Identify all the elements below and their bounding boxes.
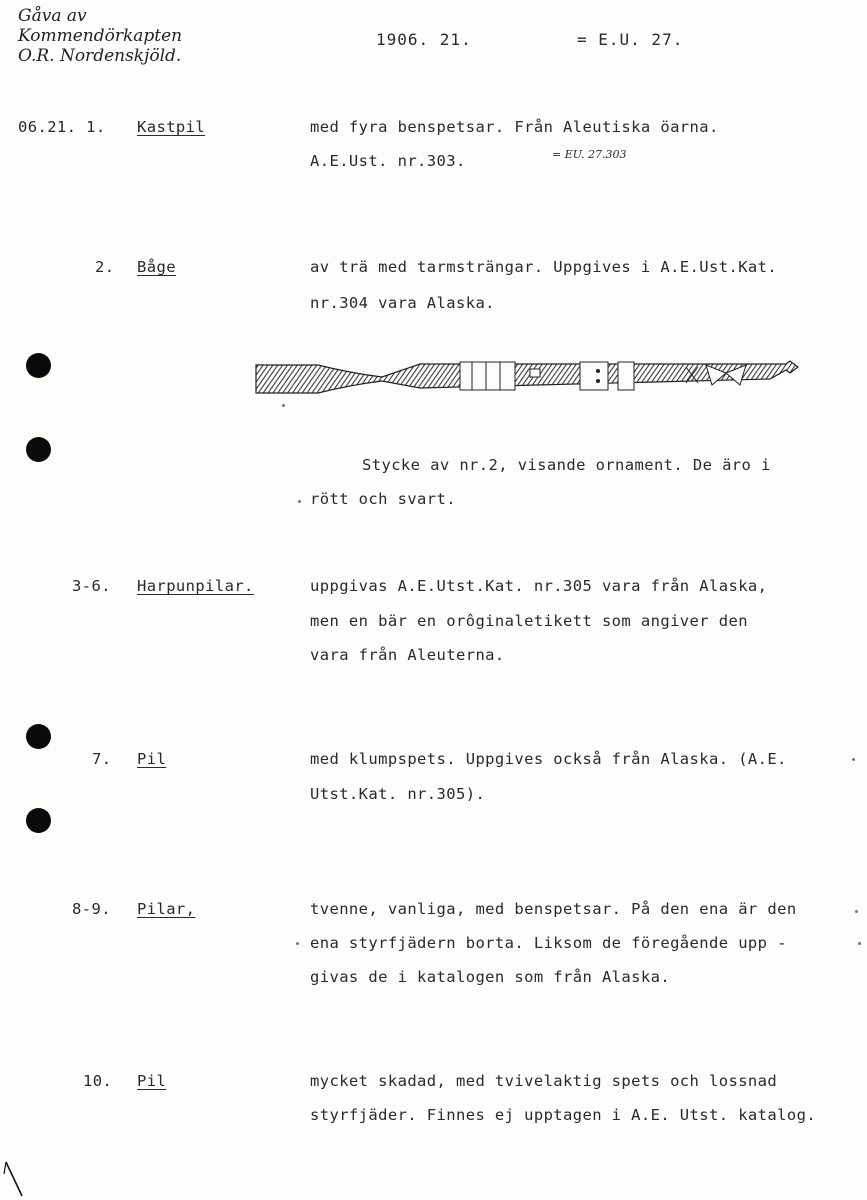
scan-speck [852, 758, 855, 761]
entry-text-line: vara från Aleuterna. [310, 646, 505, 664]
handwritten-line: O.R. Nordenskjöld. [18, 46, 182, 66]
entry-title: Pil [137, 750, 167, 768]
scan-speck [298, 500, 301, 503]
entry-title: Pil [137, 1072, 167, 1090]
scan-speck [282, 404, 285, 407]
entry-number: 2. [95, 258, 115, 276]
handwritten-line: Gåva av [18, 6, 87, 26]
entry-text-line: nr.304 vara Alaska. [310, 294, 495, 312]
bow-fragment-sketch [250, 355, 802, 405]
entry-text-line: givas de i katalogen som från Alaska. [310, 968, 671, 986]
entry-text-line: med fyra benspetsar. Från Aleutiska öarna. [310, 118, 719, 136]
scan-speck [858, 942, 861, 945]
entry-text-line: Stycke av nr.2, visande ornament. De äro i [362, 456, 771, 474]
entry-text-line: uppgivas A.E.Utst.Kat. nr.305 vara från Alaska, [310, 577, 768, 595]
handwritten-donor-note [18, 6, 182, 66]
scan-speck [855, 910, 858, 913]
entry-title: Båge [137, 258, 176, 276]
entry-title: Kastpil [137, 118, 206, 136]
entry-text-line: A.E.Ust. nr.303. [310, 152, 466, 170]
binder-hole [26, 724, 51, 749]
handwritten-margin-note: = EU. 27.303 [552, 148, 627, 161]
entry-title: Pilar, [137, 900, 196, 918]
entry-text-line: styrfjäder. Finnes ej upptagen i A.E. Utst. katalog. [310, 1106, 817, 1124]
entry-number: 10. [83, 1072, 113, 1090]
binder-hole [26, 353, 51, 378]
entry-text-line: tvenne, vanliga, med benspetsar. På den ena är den [310, 900, 797, 918]
entry-text-line: ena styrfjädern borta. Liksom de föregående upp - [310, 934, 787, 952]
catalog-reference: = E.U. 27. [577, 30, 684, 49]
handwritten-line: Kommendörkapten [18, 26, 183, 46]
entry-number: 3-6. [72, 577, 111, 595]
entry-number: 06.21. 1. [18, 118, 106, 136]
scan-speck [296, 942, 299, 945]
corner-scan-mark [2, 1160, 26, 1198]
entry-title: Harpunpilar. [137, 577, 254, 595]
entry-text-line: rött och svart. [310, 490, 456, 508]
catalog-date-number: 1906. 21. [376, 30, 472, 49]
binder-hole [26, 808, 51, 833]
entry-number: 8-9. [72, 900, 111, 918]
entry-text-line: mycket skadad, med tvivelaktig spets och lossnad [310, 1072, 778, 1090]
entry-text-line: Utst.Kat. nr.305). [310, 785, 486, 803]
entry-text-line: med klumpspets. Uppgives också från Alaska. (A.E. [310, 750, 787, 768]
entry-text-line: men en bär en orôginaletikett som angiver den [310, 612, 748, 630]
entry-text-line: av trä med tarmsträngar. Uppgives i A.E.Ust.Kat. [310, 258, 778, 276]
binder-hole [26, 437, 51, 462]
entry-number: 7. [92, 750, 112, 768]
